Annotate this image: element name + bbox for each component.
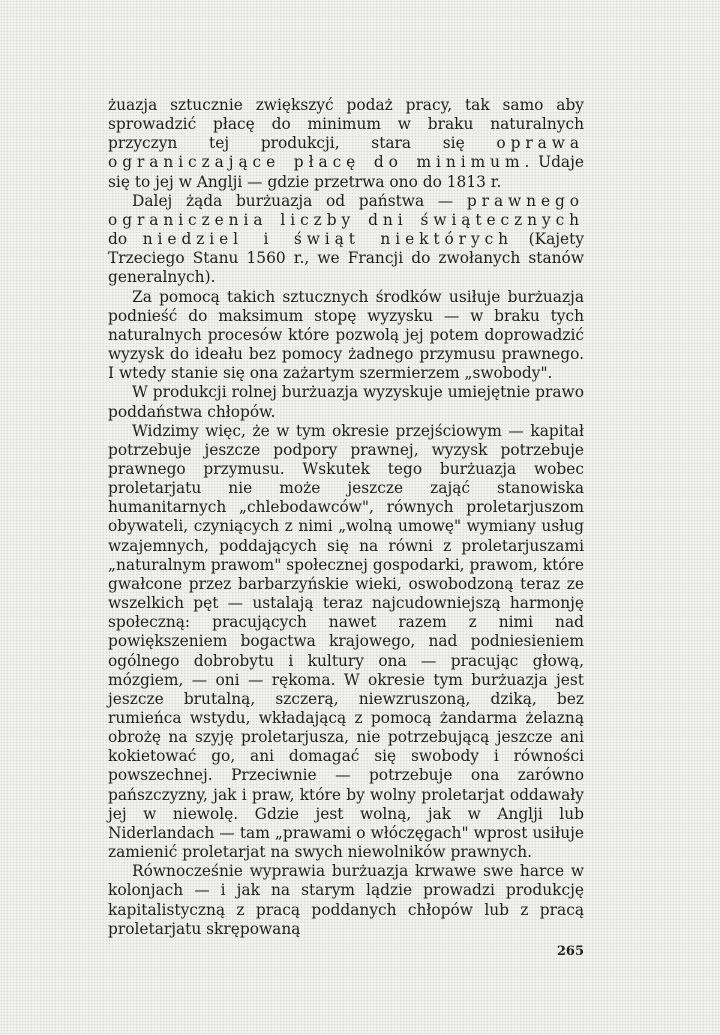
text-run: Równocześnie wyprawia burżuazja krwawe swe harce w kolonjach — i jak na starym lądzie prowadzi produkcję kapitalistyczną z pracą poddanych chłopów lub z pracą proletarjatu skrępowaną	[108, 862, 584, 938]
paragraph-4	[108, 383, 584, 421]
emphasized-text-run: oprawa ograniczające płacę do minimum	[108, 134, 584, 172]
page-number: 265	[556, 944, 584, 959]
body-text	[108, 96, 584, 939]
emphasized-text-run: niedziel i świąt niektórych	[142, 230, 513, 249]
text-run: (Kajety Trzeciego Stanu 1560 r., we Francji do zwołanych stanów generalnych).	[108, 230, 585, 287]
text-run: Widzimy więc, że w tym okresie przejściowym — kapitał potrzebuje jeszcze podpory prawnej, wyzysk potrzebuje prawnego przymusu. Wskutek tego burżuazja wobec proletarjatu nie może jeszcze zająć stanowiska humanitarnych „chlebodawców", równych proletarjuszom obywateli, czyniących z nimi „wolną umowę" wymiany usług wzajemnych, poddających się na równi z proletarjuszami „naturalnym prawom" społecznej gospodarki, prawom, które gwałcone przez barbarzyńskie wieki, oswobodzoną teraz ze wszelkich pęt — ustalają teraz najcudowniejszą harmonję społeczną: pracujących nawet razem z nimi nad powiększeniem bogactwa krajowego, nad podniesieniem ogólnego dobrobytu i kultury ona — pracując głową, mózgiem, — oni — rękoma. W okresie tym burżuazja jest jeszcze brutalną, szczerą, niewzruszoną, dziką, bez rumieńca wstydu, wkładającą z pomocą żandarma żelazną obrożę na szyję proletarjusza, nie potrzebującą jeszcze ani kokietować go, ani domagać się swobody i równości powszechnej. Przeciwnie — potrzebuje ona zarówno pańszczyzny, jak i praw, które by wolny proletarjat oddawały jej w niewolę. Gdzie jest wolną, jak w Anglji lub Niderlandach — tam „prawami o włóczęgach" wprost usiłuje zamienić proletarjat na swych niewolników prawnych.	[108, 421, 584, 862]
paragraph-5	[108, 422, 584, 863]
text-run: . Udaje się to jej w Anglji — gdzie przetrwa ono do 1813 r.	[108, 153, 584, 191]
emphasized-text-run: prawnego ograniczenia liczby dni świątecznych	[108, 191, 584, 229]
paragraph-1	[108, 96, 584, 192]
text-run: Za pomocą takich sztucznych środków usiłuje burżuazja podnieść do maksimum stopę wyzysku — w braku tych naturalnych procesów które pozwolą jej potem doprowadzić wyzysk do ideału bez pomocy żadnego przymusu prawnego. I wtedy stanie się ona zażartym szermierzem „swobody".	[108, 287, 584, 383]
text-run: W produkcji rolnej burżuazja wyzyskuje umiejętnie prawo poddaństwa chłopów.	[108, 383, 584, 421]
text-run: żuazja sztucznie zwiększyć podaż pracy, tak samo aby sprowadzić płacę do minimum w braku naturalnych przyczyn tej produkcji, stara się	[108, 96, 584, 153]
paragraph-2	[108, 192, 584, 288]
paragraph-6	[108, 862, 584, 939]
paragraph-3	[108, 288, 584, 384]
text-run: Dalej żąda burżuazja od państwa —	[132, 191, 467, 210]
text-run: do	[108, 230, 143, 249]
